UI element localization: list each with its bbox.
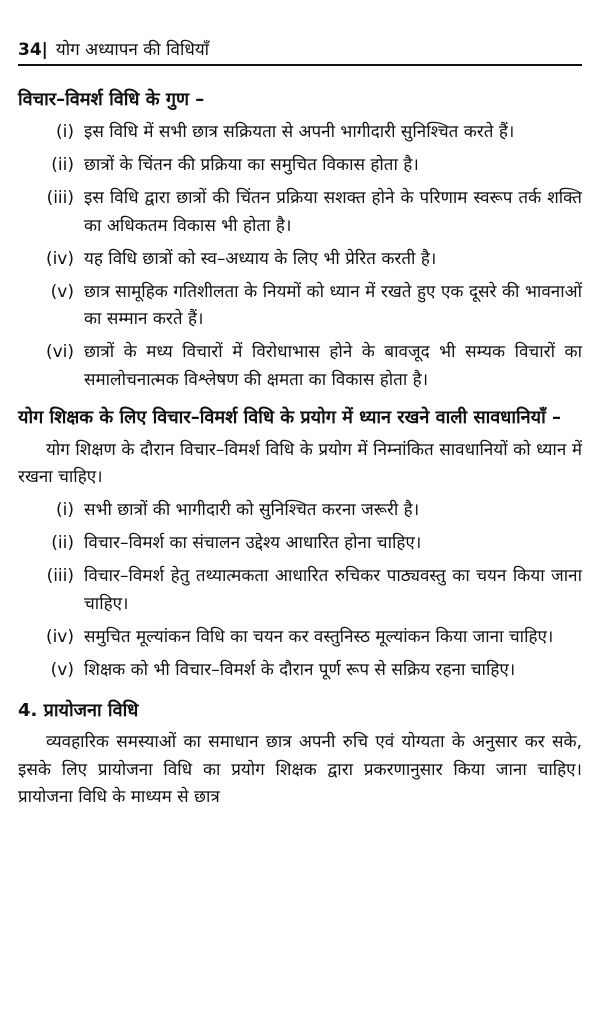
item-text: यह विधि छात्रों को स्व–अध्याय के लिए भी प्रेरित करती है। xyxy=(84,248,437,269)
precautions-item xyxy=(18,530,582,557)
page-header xyxy=(18,30,582,66)
item-marker: (iii) xyxy=(46,566,74,587)
item-text: छात्र सामूहिक गतिशीलता के नियमों को ध्यान में रखते हुए एक दूसरे की भावनाओं का सम्मान करते हैं। xyxy=(84,281,582,330)
precautions-item xyxy=(18,563,582,617)
merits-item xyxy=(18,246,582,273)
item-marker: (iv) xyxy=(45,626,74,647)
item-marker: (ii) xyxy=(51,155,74,176)
page-number: 34| xyxy=(18,40,48,60)
item-text: इस विधि द्वारा छात्रों की चिंतन प्रक्रिया सशक्त होने के परिणाम स्वरूप तर्क शक्ति का अधिकतम विकास भी होता है। xyxy=(84,188,582,236)
item-text: विचार–विमर्श का संचालन उद्देश्य आधारित होना चाहिए। xyxy=(84,533,422,554)
item-text: इस विधि में सभी छात्र सक्रियता से अपनी भागीदारी सुनिश्चित करते हैं। xyxy=(84,122,515,142)
precautions-intro: योग शिक्षण के दौरान विचार–विमर्श विधि के प्रयोग में निम्नांकित सावधानियों को ध्यान में रखना चाहिए। xyxy=(18,439,582,487)
item-marker: (iv) xyxy=(45,248,74,269)
item-text: छात्रों के चिंतन की प्रक्रिया का समुचित विकास होता है। xyxy=(84,155,419,176)
item-marker: (iii) xyxy=(46,188,74,209)
precautions-item xyxy=(18,657,582,684)
precautions-heading: योग शिक्षक के लिए विचार–विमर्श विधि के प्रयोग में ध्यान रखने वाली सावधानियाँ – xyxy=(18,406,562,428)
project-paragraph: व्यवहारिक समस्याओं का समाधान छात्र अपनी रुचि एवं योग्यता के अनुसार कर सके, इसके लिए प्रायोजना विधि का प्रयोग शिक्षक द्वारा प्रकरणानुसार किया जाना चाहिए। प्रायोजना विधि के माध्यम से छात्र xyxy=(18,732,582,807)
item-marker: (v) xyxy=(50,660,74,680)
item-marker: (ii) xyxy=(51,533,74,554)
item-text: समुचित मूल्यांकन विधि का चयन कर वस्तुनिस्ठ मूल्यांकन किया जाना चाहिए। xyxy=(84,626,554,647)
item-text: विचार–विमर्श हेतु तथ्यात्मकता आधारित रुचिकर पाठ्यवस्तु का चयन किया जाना चाहिए। xyxy=(84,566,582,614)
merits-item xyxy=(18,119,582,146)
running-title: योग अध्यापन की विधियाँ xyxy=(55,40,210,60)
precautions-list xyxy=(18,497,582,684)
page-content xyxy=(18,86,582,811)
item-text: छात्रों के मध्य विचारों में विरोधाभास होने के बावजूद भी सम्यक विचारों का समालोचनात्मक विश्लेषण की क्षमता का विकास होता है। xyxy=(84,342,582,390)
merits-item xyxy=(18,279,582,333)
item-marker: (vi) xyxy=(45,342,74,363)
merits-item xyxy=(18,152,582,179)
item-marker: (i) xyxy=(56,500,74,521)
merits-heading: विचार–विमर्श विधि के गुण – xyxy=(18,89,205,110)
item-marker: (v) xyxy=(50,281,74,302)
precautions-item xyxy=(18,624,582,651)
item-marker: (i) xyxy=(56,122,74,142)
precautions-item xyxy=(18,497,582,524)
merits-list xyxy=(18,119,582,394)
merits-item xyxy=(18,339,582,393)
merits-item xyxy=(18,185,582,239)
item-text: सभी छात्रों की भागीदारी को सुनिश्चित करना जरूरी है। xyxy=(84,500,420,521)
item-text: शिक्षक को भी विचार–विमर्श के दौरान पूर्ण रूप से सक्रिय रहना चाहिए। xyxy=(84,660,516,680)
project-heading: 4. प्रायोजना विधि xyxy=(18,700,139,722)
